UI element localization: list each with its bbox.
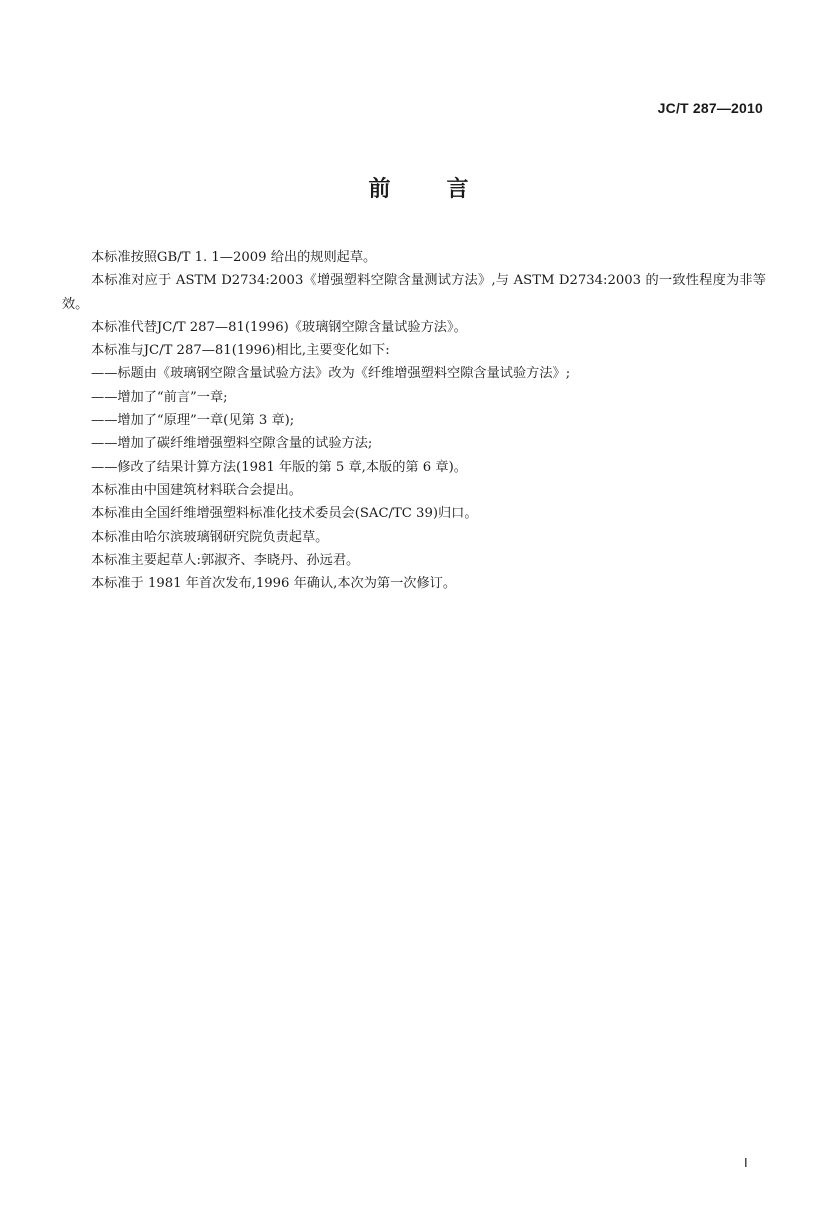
list-item-change-calculation: ——修改了结果计算方法(1981 年版的第 5 章,本版的第 6 章)。 [91,459,467,475]
paragraph-administered-by: 本标准由全国纤维增强塑料标准化技术委员会(SAC/TC 39)归口。 [91,506,478,522]
paragraph-replaces: 本标准代替JC/T 287—81(1996)《玻璃钢空隙含量试验方法》。 [91,319,467,335]
paragraph-drafted-by: 本标准由哈尔滨玻璃钢研究院负责起草。 [91,529,329,545]
standard-code: JC/T 287—2010 [657,100,763,116]
paragraph-history: 本标准于 1981 年首次发布,1996 年确认,本次为第一次修订。 [91,576,457,592]
page-title: 前言 [368,177,525,202]
list-item-change-title: ——标题由《玻璃钢空隙含量试验方法》改为《纤维增强塑料空隙含量试验方法》; [91,366,571,382]
paragraph-drafters: 本标准主要起草人:郭淑齐、李晓丹、孙远君。 [91,552,360,568]
paragraph-astm-correspondence: 本标准对应于 ASTM D2734:2003《增强塑料空隙含量测试方法》,与 ASTM D2734:2003 的一致性程度为非等效。 [62,273,766,312]
list-item-change-foreword: ——增加了“前言”一章; [91,389,228,405]
paragraph-proposed-by: 本标准由中国建筑材料联合会提出。 [91,482,302,498]
paragraph-drafting-rules: 本标准按照GB/T 1. 1—2009 给出的规则起草。 [91,250,377,265]
page-number: I [744,1155,748,1170]
list-item-change-carbon-fiber: ——增加了碳纤维增强塑料空隙含量的试验方法; [91,436,373,452]
paragraph-main-changes: 本标准与JC/T 287—81(1996)相比,主要变化如下: [91,343,390,359]
list-item-change-principle: ——增加了“原理”一章(见第 3 章); [91,413,295,429]
foreword-body [62,246,766,595]
